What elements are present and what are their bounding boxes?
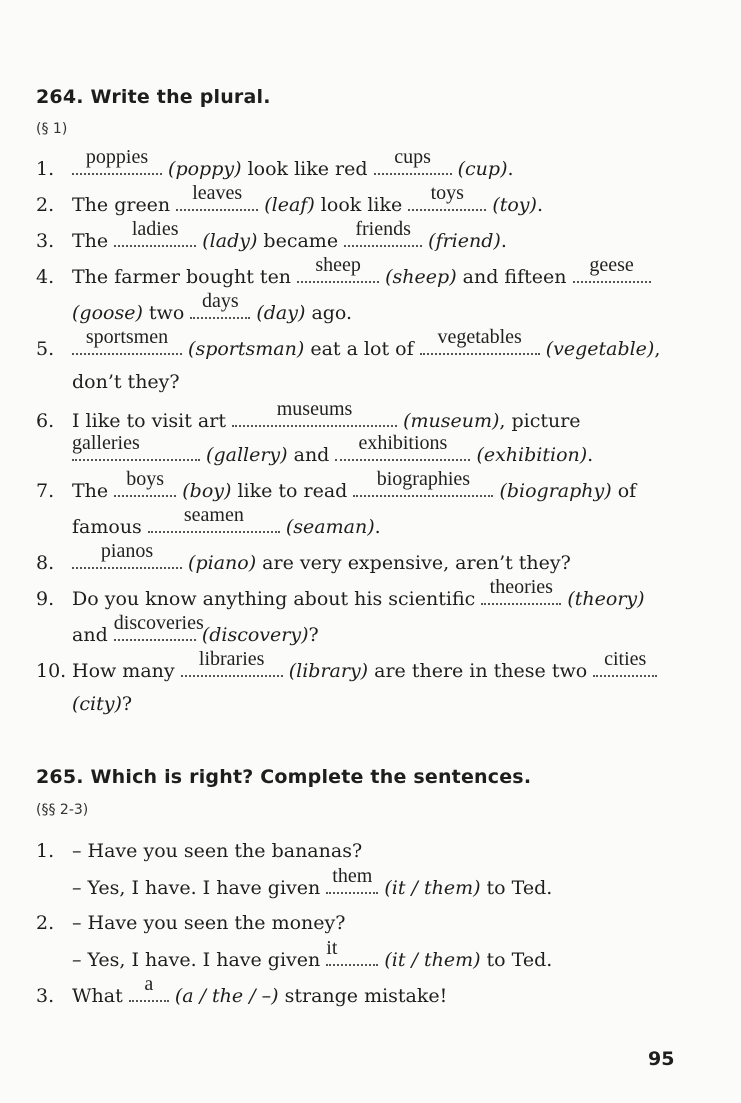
answer-blank[interactable] [353, 468, 493, 497]
handwritten-answer: discoveries [113, 612, 204, 634]
answer-blank[interactable] [420, 326, 540, 355]
sentence-text: . [374, 516, 381, 538]
hint-word: (piano) [188, 552, 257, 574]
exercise-line [36, 973, 448, 1007]
sentence-text: and [287, 444, 336, 466]
item-number: 4. [36, 266, 55, 288]
exercise-line [36, 612, 319, 646]
sentence-text: look like [314, 194, 409, 216]
sentence-text: . [587, 444, 594, 466]
exercise-line [36, 912, 345, 934]
sentence-text: are there in these two [368, 660, 594, 682]
exercise-line [36, 540, 571, 574]
sentence-text: look like red [241, 158, 374, 180]
sentence-text: Do you know anything about his scientific [72, 588, 482, 610]
exercise-line [36, 504, 381, 538]
item-number: 2. [36, 194, 55, 216]
handwritten-answer: vegetables [437, 326, 522, 348]
answer-blank[interactable] [326, 865, 378, 894]
handwritten-answer: days [201, 290, 239, 312]
hint-word: (sportsman) [188, 338, 305, 360]
hint-word: (discovery) [201, 624, 309, 646]
answer-blank[interactable] [113, 612, 204, 641]
sentence-text: – Have you seen the money? [72, 912, 346, 934]
exercise-line [36, 468, 637, 502]
answer-blank[interactable] [573, 254, 651, 283]
item-number: 5. [36, 338, 55, 360]
hint-word: (sheep) [385, 266, 457, 288]
answer-blank[interactable] [408, 182, 486, 211]
handwritten-answer: it [326, 937, 338, 959]
sentence-text: eat a lot of [304, 338, 420, 360]
answer-blank[interactable] [72, 326, 182, 355]
exercise-line [36, 648, 657, 682]
hint-word: (friend) [428, 230, 501, 252]
hint-word: (exhibition) [476, 444, 588, 466]
hint-word: (gallery) [206, 444, 288, 466]
handwritten-answer: cities [604, 648, 647, 670]
exercise-line [36, 182, 543, 216]
handwritten-answer: leaves [192, 182, 243, 204]
hint-word: (seaman) [285, 516, 375, 538]
hint-word: (theory) [567, 588, 645, 610]
sentence-text: ? [308, 624, 319, 646]
answer-blank[interactable] [148, 504, 280, 533]
exercise-264-title: 264. Write the plural. [36, 86, 271, 108]
sentence-text: How many [72, 660, 181, 682]
handwritten-answer: cups [394, 146, 431, 168]
sentence-text: strange mistake! [278, 985, 448, 1007]
exercise-line [36, 326, 661, 360]
sentence-text: . [507, 158, 514, 180]
answer-blank[interactable] [72, 432, 200, 461]
sentence-text: – Have you seen the bananas? [72, 840, 363, 862]
sentence-text: famous [72, 516, 148, 538]
handwritten-answer: pianos [100, 540, 154, 562]
sentence-text: . [500, 230, 507, 252]
item-number: 3. [36, 985, 55, 1007]
exercise-line [36, 371, 180, 393]
sentence-text: ago. [305, 302, 353, 324]
hint-word: (museum) [403, 410, 500, 432]
hint-word: (cup) [457, 158, 508, 180]
sentence-text: became [257, 230, 345, 252]
exercise-264-reference: (§ 1) [36, 121, 68, 137]
hint-word: (it / them) [384, 949, 481, 971]
item-number: 1. [36, 840, 55, 862]
answer-blank[interactable] [72, 540, 182, 569]
answer-blank[interactable] [374, 146, 452, 175]
item-number: 2. [36, 912, 55, 934]
exercise-line [36, 937, 553, 971]
sentence-text: and [72, 624, 114, 646]
hint-word: (lady) [202, 230, 258, 252]
answer-blank[interactable] [114, 218, 196, 247]
hint-word: (it / them) [384, 877, 481, 899]
item-number: 7. [36, 480, 55, 502]
sentence-text: . [536, 194, 543, 216]
handwritten-answer: poppies [85, 146, 149, 168]
hint-word: (library) [288, 660, 369, 682]
handwritten-answer: libraries [198, 648, 265, 670]
sentence-text: I like to visit art [72, 410, 233, 432]
hint-word: (goose) [72, 302, 143, 324]
handwritten-answer: museums [276, 398, 353, 420]
sentence-text: , picture [499, 410, 581, 432]
answer-blank[interactable] [129, 973, 169, 1002]
sentence-text: like to read [231, 480, 354, 502]
answer-blank[interactable] [190, 290, 250, 319]
handwritten-answer: a [144, 973, 154, 995]
item-number: 1. [36, 158, 55, 180]
hint-word: (poppy) [168, 158, 242, 180]
answer-blank[interactable] [181, 648, 283, 677]
hint-word: (boy) [182, 480, 232, 502]
sentence-text: What [72, 985, 129, 1007]
exercise-line [36, 254, 651, 288]
answer-blank[interactable] [593, 648, 657, 677]
exercise-line [36, 576, 645, 610]
sentence-text: , [654, 338, 661, 360]
handwritten-answer: boys [126, 468, 165, 490]
hint-word: (day) [256, 302, 306, 324]
hint-word: (biography) [499, 480, 612, 502]
item-number: 6. [36, 410, 55, 432]
exercise-line [36, 865, 553, 899]
handwritten-answer: ladies [131, 218, 179, 240]
hint-word: (city) [72, 693, 122, 715]
exercise-line [36, 218, 507, 252]
handwritten-answer: toys [430, 182, 464, 204]
page-number: 95 [648, 1048, 675, 1070]
answer-blank[interactable] [114, 468, 176, 497]
hint-word: (vegetable) [545, 338, 655, 360]
handwritten-answer: them [332, 865, 373, 887]
hint-word: (toy) [492, 194, 537, 216]
sentence-text: The green [72, 194, 177, 216]
sentence-text: The farmer bought ten [72, 266, 298, 288]
item-number: 9. [36, 588, 55, 610]
exercise-line [36, 290, 353, 324]
answer-blank[interactable] [344, 218, 422, 247]
handwritten-answer: sportsmen [85, 326, 169, 348]
answer-blank[interactable] [335, 432, 470, 461]
sentence-text: – Yes, I have. I have given [72, 877, 327, 899]
hint-word: (leaf) [264, 194, 315, 216]
handwritten-answer: sheep [315, 254, 361, 276]
exercise-265-title: 265. Which is right? Complete the sentences. [36, 766, 532, 788]
handwritten-answer: exhibitions [358, 432, 448, 454]
sentence-text: and fifteen [456, 266, 573, 288]
handwritten-answer: seamen [183, 504, 244, 526]
handwritten-answer: geese [589, 254, 634, 276]
answer-blank[interactable] [176, 182, 258, 211]
item-number: 3. [36, 230, 55, 252]
answer-blank[interactable] [481, 576, 561, 605]
handwritten-answer: friends [355, 218, 411, 240]
handwritten-answer: galleries [72, 432, 140, 454]
sentence-text: of [611, 480, 637, 502]
exercise-265-reference: (§§ 2-3) [36, 802, 89, 818]
answer-blank[interactable] [232, 398, 397, 427]
sentence-text: to Ted. [480, 877, 553, 899]
handwritten-answer: biographies [376, 468, 471, 490]
sentence-text: The [72, 480, 115, 502]
exercise-line [36, 693, 132, 715]
handwritten-answer: theories [489, 576, 553, 598]
item-number: 8. [36, 552, 55, 574]
answer-blank[interactable] [326, 937, 378, 966]
sentence-text: two [142, 302, 191, 324]
exercise-line [36, 398, 581, 432]
exercise-line [36, 840, 362, 862]
hint-word: (a / the / –) [174, 985, 279, 1007]
sentence-text: to Ted. [480, 949, 553, 971]
answer-blank[interactable] [72, 146, 162, 175]
answer-blank[interactable] [297, 254, 379, 283]
sentence-text: are very expensive, aren’t they? [256, 552, 571, 574]
sentence-text: – Yes, I have. I have given [72, 949, 327, 971]
item-number: 10. [36, 660, 67, 682]
sentence-text: don’t they? [72, 371, 180, 393]
sentence-text: ? [121, 693, 133, 715]
exercise-line [36, 146, 514, 180]
sentence-text: The [72, 230, 115, 252]
exercise-line [36, 432, 594, 466]
